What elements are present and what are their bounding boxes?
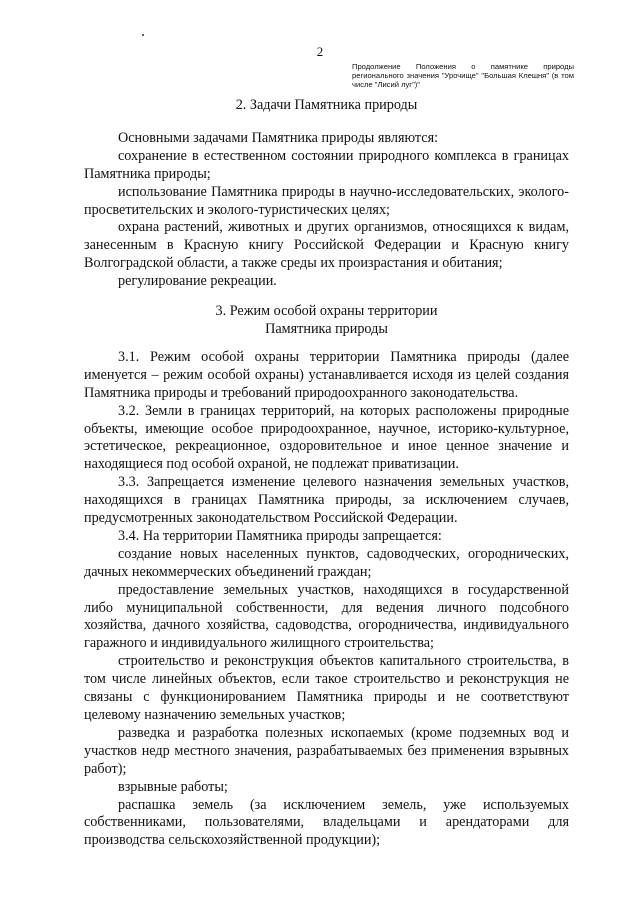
paragraph: регулирование рекреации. — [118, 273, 277, 290]
paragraph: использование Памятника природы в научно-исследовательских, эколого-просветительских и эколого-туристических целях; — [84, 183, 569, 218]
paragraph: охрана растений, животных и других организмов, относящихся к видам, занесенным в Красную книгу Российской Федерации и Красную книгу Волгоградской области, а также среды их произрастания и обитания; — [84, 219, 569, 272]
paragraph: 3.3. Запрещается изменение целевого назначения земельных участков, находящихся в границах Памятника природы, за исключением случаев, предусмотренных законодательством Российской Федерации. — [84, 474, 569, 527]
paragraph: разведка и разработка полезных ископаемых (кроме подземных вод и участков недр местного значения, разрабатываемых без применения взрывных работ); — [84, 724, 569, 777]
spacer — [84, 339, 569, 349]
page-number: 2 — [316, 44, 324, 59]
paragraph: взрывные работы; — [118, 778, 228, 795]
paragraph: 3.2. Земли в границах территорий, на которых расположены природные объекты, имеющие особое природоохранное, научное, историко-культурное, эстетическое, рекреационное, оздоровительное и иное ценное значение и находящиеся под особой охраной, не подлежат приватизации. — [84, 402, 569, 473]
spacer — [84, 291, 569, 303]
paragraph: 3.4. На территории Памятника природы запрещается: — [118, 527, 442, 544]
continuation-note: Продолжение Положения о памятнике природы регионального значения "Урочище" "Большая Клешня" (в том числе "Лисий луг")" — [352, 62, 574, 89]
paragraph: строительство и реконструкция объектов капитального строительства, в том числе линейных объектов, если такое строительство и реконструкция не связаны с функционированием Памятника природы и не соответствуют целевому назначению земельных участков; — [84, 653, 569, 723]
scan-speck — [142, 34, 144, 36]
paragraph: распашка земель (за исключением земель, уже используемых собственниками, пользователями, владельцами и арендаторами для производства сельскохозяйственной продукции); — [84, 796, 569, 849]
section-3-heading-line-1: 3. Режим особой охраны территории — [215, 303, 438, 320]
section-2-heading: 2. Задачи Памятника природы — [235, 97, 418, 113]
section-3-heading-line-2: Памятника природы — [265, 320, 388, 337]
paragraph: сохранение в естественном состоянии природного комплекса в границах Памятника природы; — [84, 147, 569, 182]
paragraph: Основными задачами Памятника природы являются: — [118, 129, 439, 146]
paragraph: 3.1. Режим особой охраны территории Памятника природы (далее именуется – режим особой охраны) устанавливается исходя из целей создания Памятника природы и требований природоохранного законодательства. — [84, 348, 569, 401]
paragraph: создание новых населенных пунктов, садоводческих, огороднических, дачных некоммерческих объединений граждан; — [84, 545, 569, 580]
paragraph: предоставление земельных участков, находящихся в государственной либо муниципальной собственности, для ведения личного подсобного хозяйства, дачного хозяйства, садоводства, огородничества, индивидуального гаражного и индивидуального жилищного строительства; — [84, 581, 569, 652]
document-body — [84, 97, 569, 850]
